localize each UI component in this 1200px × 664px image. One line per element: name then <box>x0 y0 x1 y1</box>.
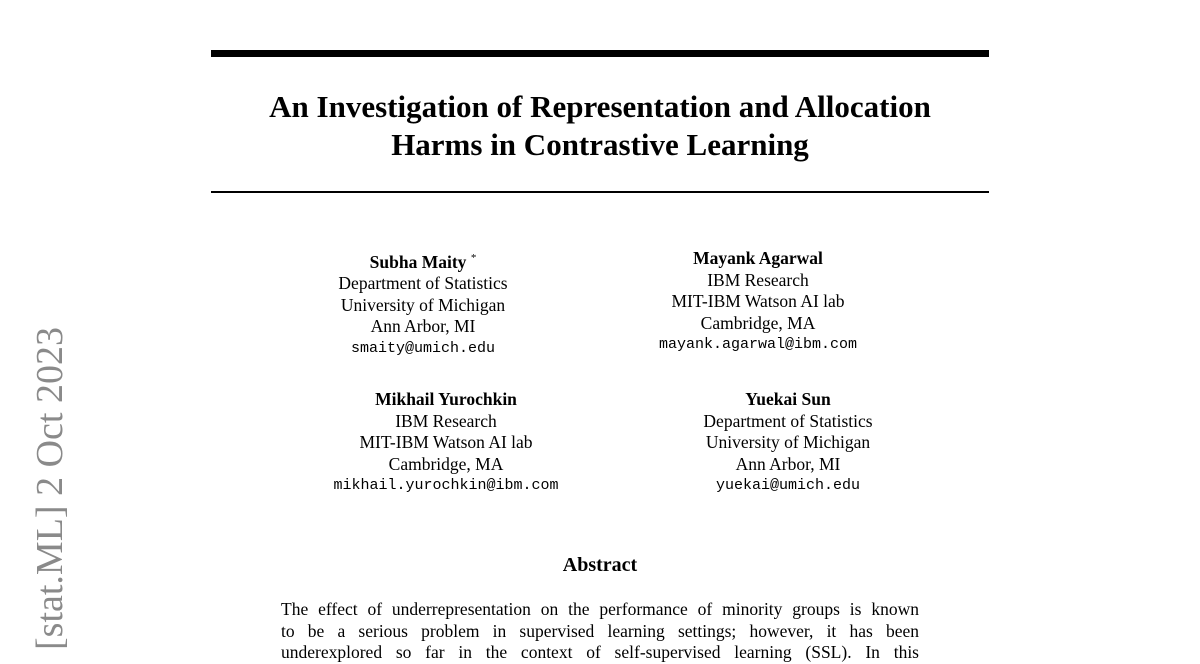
author-department: Department of Statistics <box>338 273 508 294</box>
author-location: Cambridge, MA <box>700 312 816 333</box>
author-block-subha-maity <box>323 248 523 359</box>
paper-title-line-1: An Investigation of Representation and Allocation <box>269 89 931 124</box>
title-bottom-rule <box>211 191 989 193</box>
author-name-text: Subha Maity <box>369 251 467 272</box>
author-location: Cambridge, MA <box>388 453 504 474</box>
author-block-yuekai-sun <box>680 389 896 497</box>
arxiv-identifier-stamp: [stat.ML] 2 Oct 2023 <box>29 327 71 650</box>
abstract-line: The effect of underrepresentation on the performance of minority groups is known <box>281 599 919 619</box>
author-name <box>323 248 523 273</box>
abstract-body <box>281 599 919 664</box>
author-department: IBM Research <box>395 410 497 431</box>
author-block-mayank-agarwal <box>638 248 878 356</box>
author-institution: MIT-IBM Watson AI lab <box>359 432 533 452</box>
author-name: Yuekai Sun <box>745 389 831 409</box>
abstract-line: underexplored so far in the context of self-supervised learning (SSL). In this <box>281 642 919 662</box>
paper-title-line-2: Harms in Contrastive Learning <box>391 127 809 162</box>
author-institution: University of Michigan <box>705 432 871 452</box>
author-location: Ann Arbor, MI <box>370 316 476 337</box>
author-email: mayank.agarwal@ibm.com <box>658 336 858 353</box>
author-department: IBM Research <box>707 269 809 290</box>
author-email: mikhail.yurochkin@ibm.com <box>333 477 559 494</box>
paper-title <box>211 88 989 164</box>
abstract-line: to be a serious problem in supervised learning settings; however, it has been <box>281 620 919 641</box>
author-email: yuekai@umich.edu <box>715 477 861 494</box>
author-institution: MIT-IBM Watson AI lab <box>671 291 845 311</box>
author-block-mikhail-yurochkin <box>308 389 584 497</box>
author-location: Ann Arbor, MI <box>735 453 841 474</box>
author-email: smaity@umich.edu <box>350 339 496 357</box>
author-department: Department of Statistics <box>703 410 873 431</box>
author-institution: University of Michigan <box>340 294 506 315</box>
author-name: Mikhail Yurochkin <box>375 389 517 409</box>
abstract-heading: Abstract <box>562 554 638 576</box>
title-top-rule <box>211 50 989 57</box>
footnote-mark: * <box>470 252 477 264</box>
author-name: Mayank Agarwal <box>693 248 823 268</box>
